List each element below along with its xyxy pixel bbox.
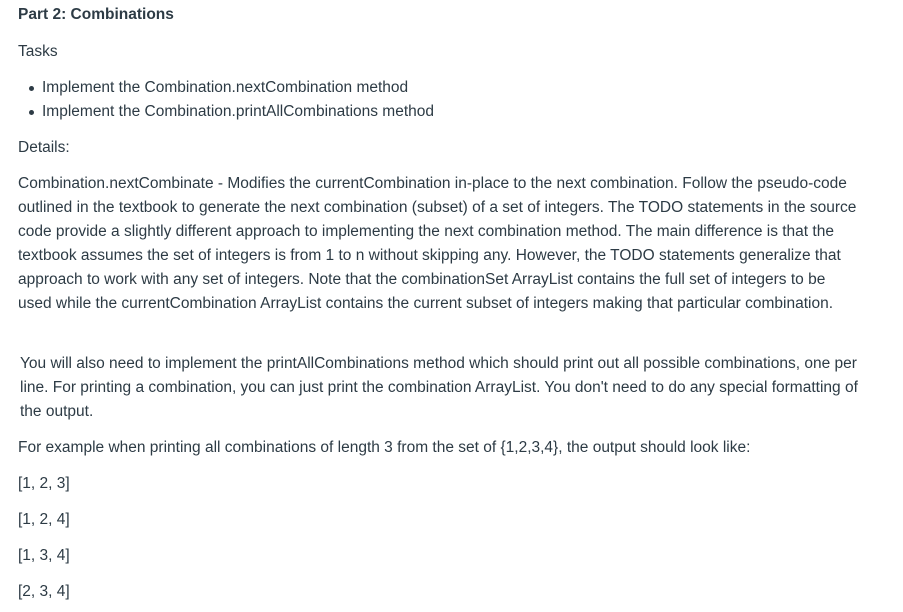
page-title: Part 2: Combinations — [18, 6, 174, 23]
output-line: [1, 2, 3] — [18, 475, 70, 492]
example-intro: For example when printing all combinations of length 3 from the set of {1,2,3,4}, the output should look like: — [18, 439, 751, 456]
list-item: Implement the Combination.nextCombination method — [18, 76, 434, 100]
details-label: Details: — [18, 139, 70, 156]
list-item: Implement the Combination.printAllCombinations method — [18, 100, 434, 124]
output-line: [1, 2, 4] — [18, 511, 70, 528]
tasks-label: Tasks — [18, 43, 58, 60]
paragraph-print-all: You will also need to implement the printAllCombinations method which should print out all possible combinations, one per line. For printing a combination, you can just print the combination ArrayList. You don't need to do any special formatting of the output. — [20, 355, 858, 420]
tasks-list — [18, 76, 434, 124]
output-line: [2, 3, 4] — [18, 583, 70, 600]
paragraph-next-combination: Combination.nextCombinate - Modifies the currentCombination in-place to the next combination. Follow the pseudo-code outlined in the textbook to generate the next combination (subset) of a set of integers. The TODO statements in the source code provide a slightly different approach to implementing the next combination method. The main difference is that the textbook assumes the set of integers is from 1 to n without skipping any. However, the TODO statements generalize that approach to work with any set of integers. Note that the combinationSet ArrayList contains the full set of integers to be used while the currentCombination ArrayList contains the current subset of integers making that particular combination. — [18, 175, 857, 312]
output-line: [1, 3, 4] — [18, 547, 70, 564]
